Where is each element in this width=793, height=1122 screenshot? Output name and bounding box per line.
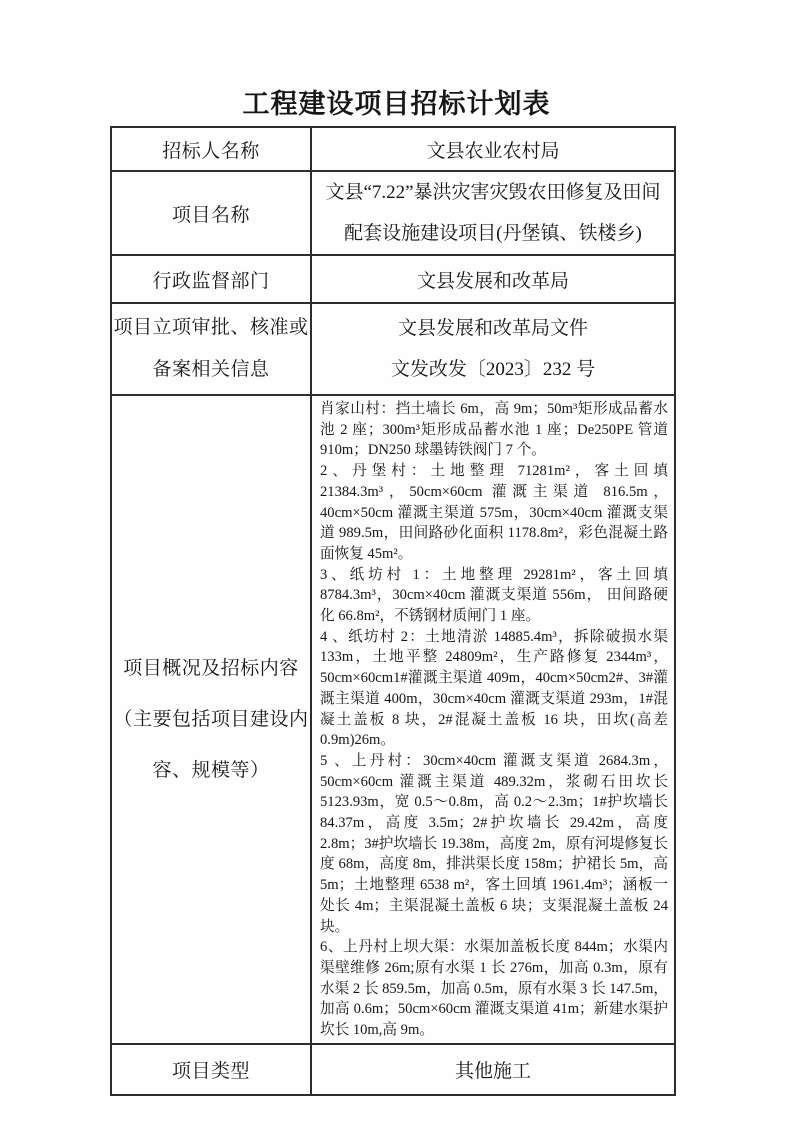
overview-paragraph-4: 4 、纸坊村 2：土地清淤 14885.4m³，拆除破损水渠 133m，土地平整 24809m²，生产路修复 2344m³，50cm×60cm1#灌溉主渠道 409m，40cm×50cm2#、3#灌溉主渠道 400m，30cm×40cm 灌溉支渠道 293m，1#混凝土盖板 8 块，2#混凝土盖板 16 块，田坎(高差 0.9m)26m。: [320, 628, 668, 749]
overview-paragraph-6: 6、上丹村上坝大渠：水渠加盖板长度 844m；水渠内渠壁维修 26m;原有水渠 1 长 276m，加高 0.3m，原有水渠 2 长 859.5m，加高 0.5m，原有水渠 3 长 147.5m，加高 0.6m；50cm×60cm 灌溉支渠道 41m；新建水渠护坎长 10m,高 9m。: [320, 939, 668, 1039]
row-label-tenderer-name: 招标人名称: [111, 127, 311, 171]
row-value-approval-info: [311, 303, 675, 395]
table-row-supervision-department: [111, 255, 675, 303]
approval-label-line-1: 项目立项审批、核准或: [113, 317, 309, 338]
row-value-tenderer-name: 文县农业农村局: [311, 127, 675, 171]
table-row-tenderer-name: [111, 127, 675, 171]
overview-paragraph-1: 肖家山村：挡土墙长 6m，高 9m；50m³矩形成品蓄水池 2 座；300m³矩形成品蓄水池 1 座；De250PE 管道 910m；DN250 球墨铸铁阀门 7 个。: [320, 401, 668, 459]
overview-label-line-3: 容、规模等）: [152, 759, 270, 781]
overview-paragraph-2: 2、丹堡村：土地整理 71281m²，客土回填 21384.3m³，50cm×60cm 灌溉主渠道 816.5m，40cm×50cm 灌溉主渠道 575m，30cm×40cm 灌溉支渠道 989.5m，田间路砂化面积 1178.8m²，彩色混凝土路面恢复 45m²。: [320, 463, 668, 562]
page-title: 工程建设项目招标计划表: [242, 89, 551, 119]
row-label-project-overview: [111, 395, 311, 1044]
row-value-project-type: 其他施工: [311, 1044, 675, 1095]
table-row-project-type: [111, 1044, 675, 1095]
row-label-project-name: 项目名称: [111, 171, 311, 255]
row-label-approval-info: [111, 303, 311, 395]
table-row-approval-info: [111, 303, 675, 395]
row-label-project-type: 项目类型: [111, 1044, 311, 1095]
row-value-project-name: [311, 171, 675, 255]
project-name-line-2: 配套设施建设项目(丹堡镇、铁楼乡): [344, 223, 642, 244]
approval-value-line-2: 文发改发〔2023〕232 号: [390, 359, 596, 380]
approval-value-line-1: 文县发展和改革局文件: [397, 318, 588, 339]
overview-paragraph-3: 3、纸坊村 1：土地整理 29281m²，客土回填 8784.3m³，30cm×40cm 灌溉支渠道 556m， 田间路硬化 66.8m²，不锈钢材质闸门 1 座。: [320, 566, 668, 625]
row-value-project-overview: [311, 395, 675, 1044]
overview-label-line-2: （主要包括项目建设内: [113, 708, 309, 730]
overview-label-line-1: 项目概况及招标内容: [123, 657, 299, 679]
tender-plan-table: [110, 126, 676, 1096]
table-row-project-name: [111, 171, 675, 255]
overview-paragraph-5: 5 、上丹村：30cm×40cm 灌溉支渠道 2684.3m，50cm×60cm 灌溉主渠道 489.32m，浆砌石田坎长 5123.93m，宽 0.5～0.8m，高 0.2～2.3m；1#护坎墙长 84.37m，高度 3.5m；2#护坎墙长 29.42m，高度 2.8m；3#护坎墙长 19.38m，高度 2m，原有河堤修复长度 68m，高度 8m，排洪渠长度 158m；护裙长 5m，高 5m；土地整理 6538 m²，客土回填 1961.4m³；涵板一处长 4m；主渠混凝土盖板 6 块；支渠混凝土盖板 24 块。: [320, 752, 668, 935]
approval-label-line-2: 备案相关信息: [152, 359, 270, 380]
project-name-line-1: 文县“7.22”暴洪灾害灾毁农田修复及田间: [325, 182, 661, 203]
row-value-supervision-department: 文县发展和改革局: [311, 255, 675, 303]
row-label-supervision-department: 行政监督部门: [111, 255, 311, 303]
table-row-project-overview: [111, 395, 675, 1044]
